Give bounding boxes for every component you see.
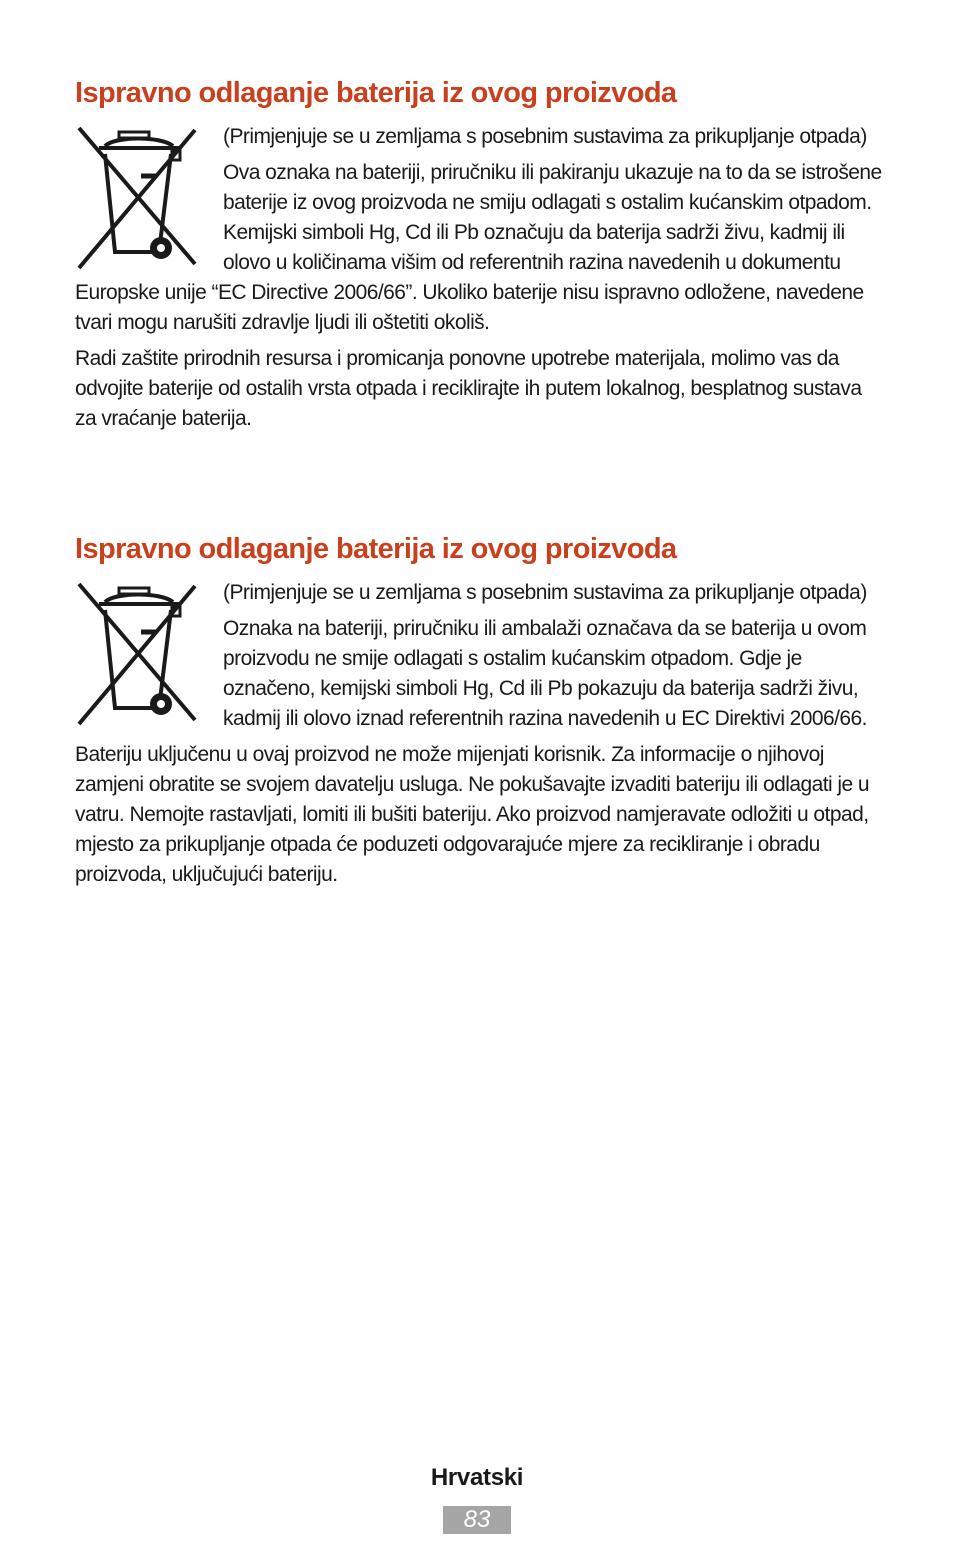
crossed-out-wheelie-bin-icon bbox=[75, 580, 203, 728]
crossed-out-wheelie-bin-icon bbox=[75, 124, 203, 272]
section-paragraph: Bateriju uključenu u ovaj proizvod ne može mijenjati korisnik. Za informacije o njihovoj zamjeni obratite se svojem davatelju usluga. Ne pokušavajte izvaditi bateriju ili odlagati je u vatru. Nemojte rastavljati, lomiti ili bušiti bateriju. Ako proizvod namjeravate odložiti u otpad, mjesto za prikupljanje otpada će poduzeti odgovarajuće mjere za recikliranje i obradu proizvoda, uključujući bateriju. bbox=[75, 743, 870, 886]
section-paragraph: (Primjenjuje se u zemljama s posebnim sustavima za prikupljanje otpada) bbox=[223, 581, 867, 604]
section-heading: Ispravno odlaganje baterija iz ovog proizvoda bbox=[75, 533, 677, 565]
battery-disposal-section-2 bbox=[75, 530, 885, 896]
section-paragraph: Ova oznaka na bateriji, priručniku ili pakiranju ukazuje na to da se istrošene baterije iz ovog proizvoda ne smiju odlagati s ostalim kućanskim otpadom. Kemijski simboli Hg, Cd ili Pb označuju da baterija sadrži živu, kadmij ili olovo u količinama višim od referentnih razina navedenih u dokumentu Europske unije “EC Directive 2006/66”. Ukoliko baterije nisu ispravno odložene, navedene tvari mogu narušiti zdravlje ljudi ili oštetiti okoliš. bbox=[75, 161, 882, 334]
footer-language-label: Hrvatski bbox=[430, 1464, 524, 1491]
section-paragraph: (Primjenjuje se u zemljama s posebnim sustavima za prikupljanje otpada) bbox=[223, 125, 867, 148]
section-paragraph: Radi zaštite prirodnih resursa i promicanja ponovne upotrebe materijala, molimo vas da odvojite baterije od ostalih vrsta otpada i reciklirajte ih putem lokalnog, besplatnog sustava za vraćanje baterija. bbox=[75, 347, 862, 430]
page-number: 83 bbox=[443, 1506, 511, 1534]
battery-disposal-section-1 bbox=[75, 74, 885, 440]
section-heading: Ispravno odlaganje baterija iz ovog proizvoda bbox=[75, 77, 677, 109]
section-paragraph: Oznaka na bateriji, priručniku ili ambalaži označava da se baterija u ovom proizvodu ne smije odlagati s ostalim kućanskim otpadom. Gdje je označeno, kemijski simboli Hg, Cd ili Pb pokazuju da baterija sadrži živu, kadmij ili olovo iznad referentnih razina navedenih u EC Direktivi 2006/66. bbox=[223, 617, 867, 730]
